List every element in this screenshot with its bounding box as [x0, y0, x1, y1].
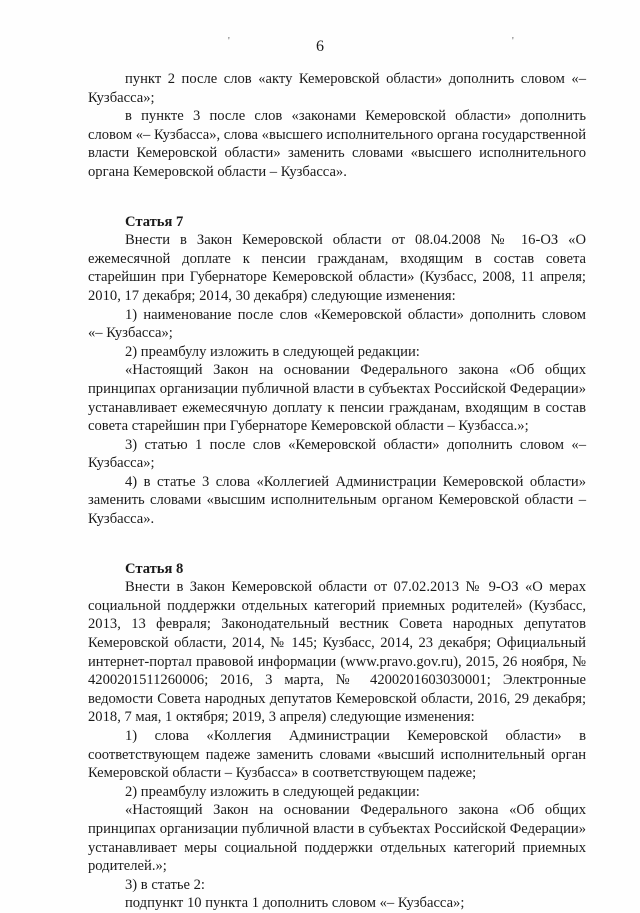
paragraph: Внести в Закон Кемеровской области от 07.02.2013 № 9-ОЗ «О мерах социальной поддержки отдельных категорий приемных родителей» (Кузбасс, 2013, 13 февраля; Законодательный вестник Совета народных депутатов Кемеровской области, 2014, № 145; Кузбасс, 2014, 23 декабря; Официальный интернет-портал правовой информации (www.pravo.gov.ru), 2015, 26 ноября, № 4200201511260006; 2016, 3 марта, № 4200201603030001; Электронные ведомости Совета народных депутатов Кемеровской области, 2016, 29 декабря; 2018, 7 мая, 1 октября; 2019, 3 апреля) следующие изменения:: [88, 579, 586, 726]
scan-mark-right: ': [512, 36, 514, 47]
paragraph: 1) наименование после слов «Кемеровской области» дополнить словом «– Кузбасса»;: [88, 306, 586, 342]
paragraph: 2) преамбулу изложить в следующей редакции:: [125, 783, 420, 800]
paragraph: в пункте 3 после слов «законами Кемеровской области» дополнить словом «– Кузбасса», слова «высшего исполнительного органа государственной власти Кемеровской области» заменить словами «высшего исполнительного органа Кемеровской области – Кузбасса».: [88, 108, 587, 180]
page-number: 6: [316, 38, 324, 55]
article-7-heading: Статья 7: [125, 213, 184, 230]
paragraph: 3) в статье 2:: [125, 876, 205, 893]
paragraph: 2) преамбулу изложить в следующей редакции:: [125, 343, 420, 360]
paragraph: 3) статью 1 после слов «Кемеровской области» дополнить словом «– Кузбасса»;: [88, 436, 586, 472]
document-body: [88, 70, 586, 913]
spacer: [88, 182, 586, 213]
scan-mark-left: ': [228, 36, 230, 47]
paragraph: Внести в Закон Кемеровской области от 08.04.2008 № 16-ОЗ «О ежемесячной доплате к пенсии гражданам, входящим в состав совета старейшин при Губернаторе Кемеровской области» (Кузбасс, 2008, 11 апреля; 2010, 17 декабря; 2014, 30 декабря) следующие изменения:: [88, 232, 586, 304]
spacer: [88, 529, 586, 560]
paragraph: «Настоящий Закон на основании Федерального закона «Об общих принципах организации публичной власти в субъектах Российской Федерации» устанавливает меры социальной поддержки отдельных категорий приемных родителей.»;: [88, 802, 586, 875]
paragraph: «Настоящий Закон на основании Федерального закона «Об общих принципах организации публичной власти в субъектах Российской Федерации» устанавливает ежемесячную доплату к пенсии гражданам, входящим в состав совета старейшин при Губернаторе Кемеровской области – Кузбасса.»;: [88, 362, 586, 435]
paragraph: пункт 2 после слов «акту Кемеровской области» дополнить словом «– Кузбасса»;: [88, 71, 586, 106]
paragraph: 4) в статье 3 слова «Коллегией Администрации Кемеровской области» заменить словами «высшим исполнительным органом Кемеровской области – Кузбасса».: [88, 473, 586, 528]
article-8-heading: Статья 8: [125, 560, 184, 577]
paragraph: подпункт 10 пункта 1 дополнить словом «– Кузбасса»;: [125, 895, 465, 912]
paragraph: 1) слова «Коллегия Администрации Кемеровской области» в соответствующем падеже заменить словами «высший исполнительный орган Кемеровской области – Кузбасса» в соответствующем падеже;: [88, 728, 586, 782]
